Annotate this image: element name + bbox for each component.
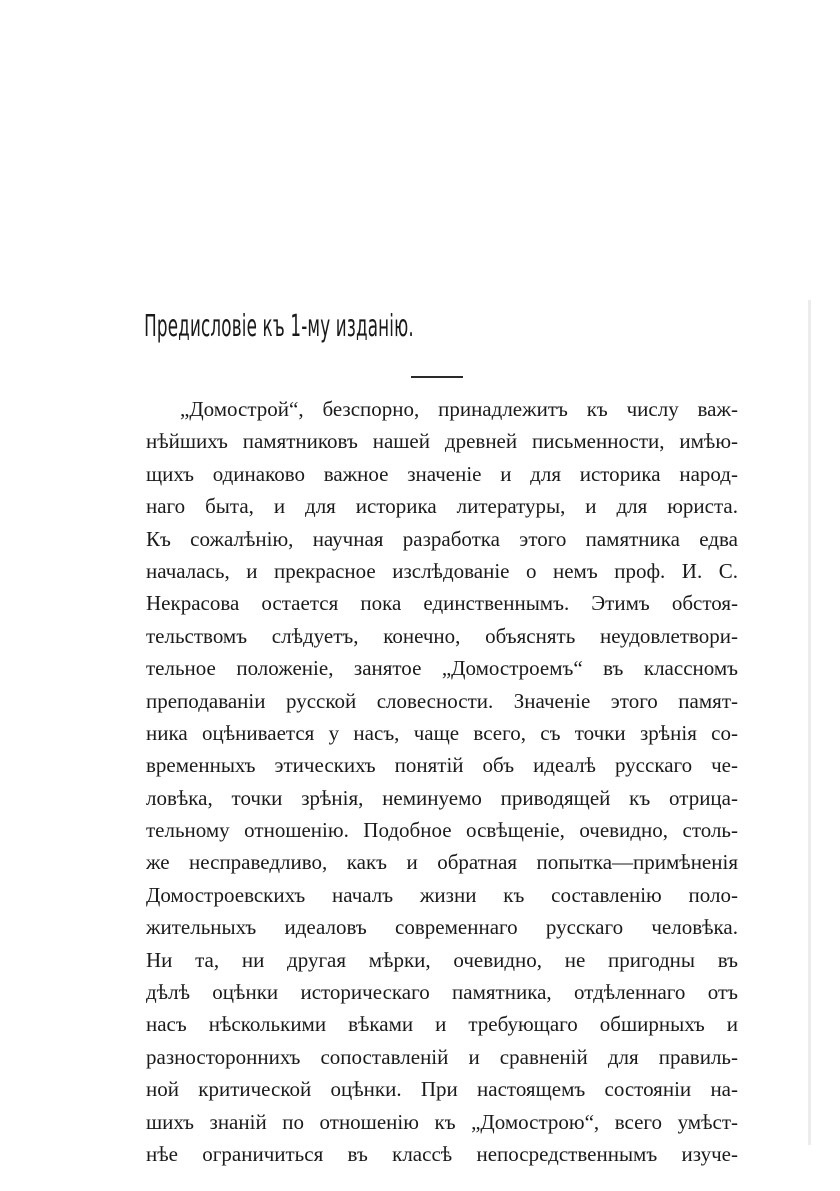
text-line: „Домострой“, безспорно, принадлежитъ къ числу важ- — [180, 397, 738, 421]
text-line: временныхъ этическихъ понятій объ идеалѣ русскаго че- — [146, 753, 738, 778]
text-line: началась, и прекрасное изслѣдованіе о немъ проф. И. С. — [146, 558, 738, 583]
page-title: Предисловіе къ 1-му изданію. — [144, 309, 414, 344]
text-line: наго быта, и для историка литературы, и для юриста. — [146, 494, 738, 519]
text-line: Къ сожалѣнію, научная разработка этого памятника едва — [146, 526, 738, 551]
title-underline-rule — [411, 376, 463, 378]
text-line: Некрасова остается пока единственнымъ. Этимъ обстоя- — [146, 591, 738, 616]
text-line: жительныхъ идеаловъ современнаго русскаго человѣка. — [146, 915, 738, 940]
text-line: разностороннихъ сопоставленій и сравненій для правиль- — [146, 1044, 738, 1069]
text-line: тельному отношенію. Подобное освѣщеніе, очевидно, столь- — [146, 818, 738, 843]
text-line: ловѣка, точки зрѣнія, неминуемо приводящей къ отрица- — [146, 785, 738, 810]
text-line: щихъ одинаково важное значеніе и для историка народ- — [146, 461, 738, 486]
text-line: же несправедливо, какъ и обратная попытка—примѣненія — [146, 850, 738, 875]
preface-body-text — [146, 393, 738, 1170]
text-line: нѣе ограничиться въ классѣ непосредственнымъ изуче- — [146, 1141, 738, 1166]
text-line: Ни та, ни другая мѣрки, очевидно, не пригодны въ — [146, 947, 738, 972]
text-line: дѣлѣ оцѣнки историческаго памятника, отдѣленнаго отъ — [146, 980, 738, 1005]
text-line: тельное положеніе, занятое „Домостроемъ“ въ классномъ — [146, 656, 738, 681]
text-line: Домостроевскихъ началъ жизни къ составленію поло- — [146, 882, 738, 907]
text-line: нѣйшихъ памятниковъ нашей древней письменности, имѣю- — [146, 429, 738, 454]
text-line: ной критической оцѣнки. При настоящемъ состояніи на- — [146, 1077, 738, 1102]
text-line: ника оцѣнивается у насъ, чаще всего, съ точки зрѣнія со- — [146, 720, 738, 745]
text-line: тельствомъ слѣдуетъ, конечно, объяснять неудовлетвори- — [146, 623, 738, 648]
scan-edge-shadow — [808, 300, 811, 1145]
text-line: шихъ знаній по отношенію къ „Домострою“, всего умѣст- — [146, 1109, 738, 1134]
text-line: преподаваніи русской словесности. Значеніе этого памят- — [146, 688, 738, 713]
text-line: насъ нѣсколькими вѣками и требующаго обширныхъ и — [146, 1012, 738, 1037]
